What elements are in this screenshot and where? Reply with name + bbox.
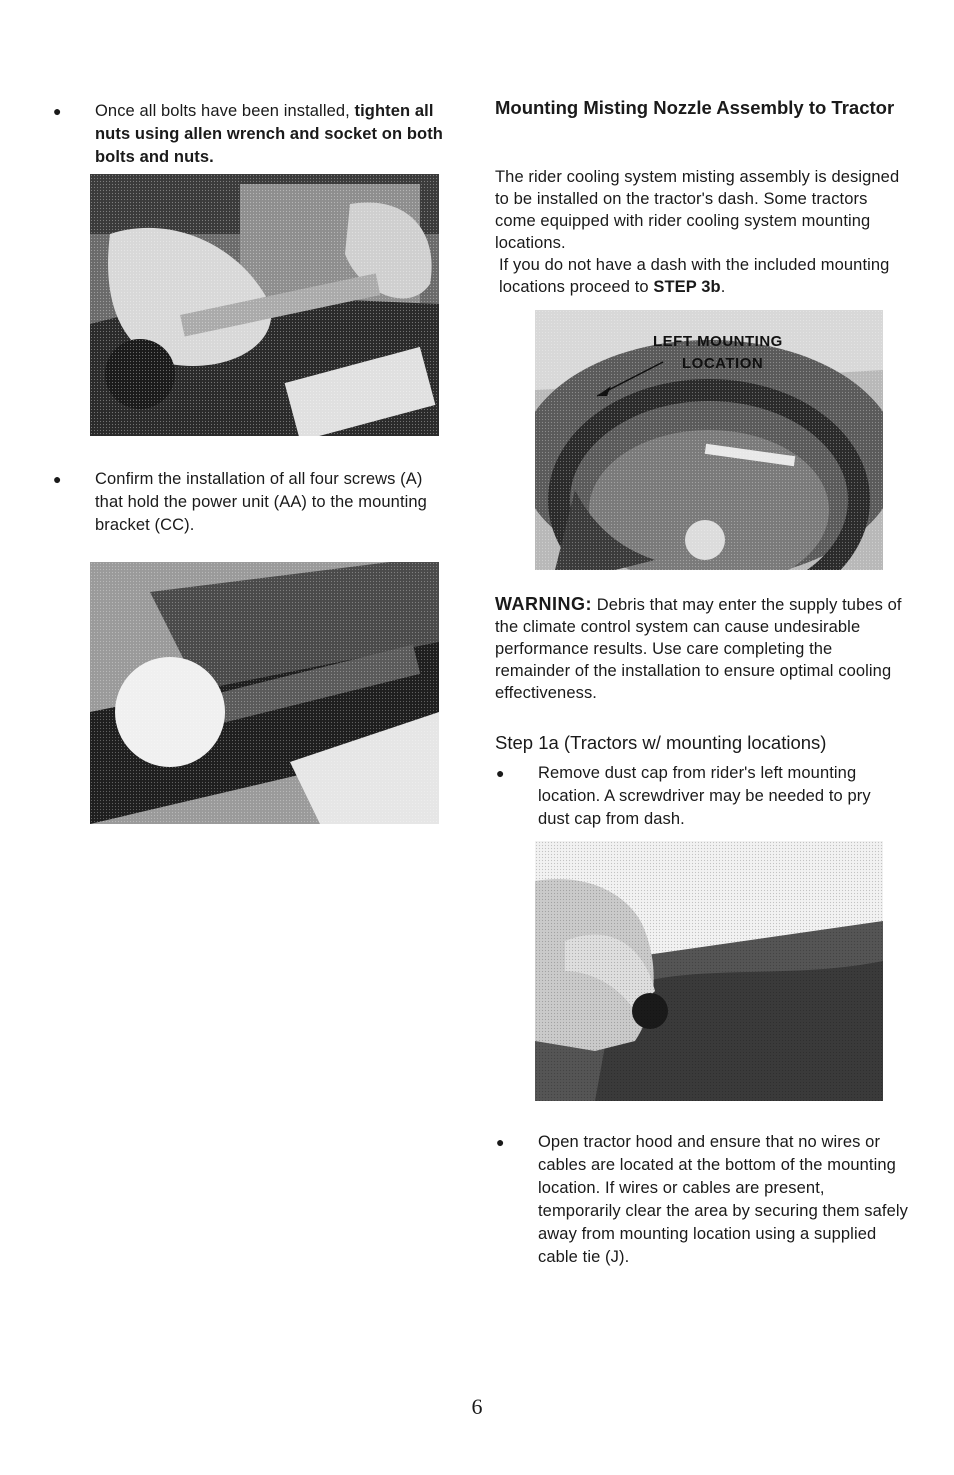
- warning-text: Debris that may enter the supply tubes of the climate control system can cause undesirable performance results. Use care completing the remainder of the installation to ensure optimal cooling effectiveness.: [495, 596, 902, 702]
- warning-label: WARNING:: [495, 594, 592, 614]
- photo-tightening-nuts: [90, 174, 439, 436]
- bullet-tighten-nuts: [53, 100, 465, 169]
- bullet-text-bold: tighten all nuts using allen wrench and socket on both bolts and nuts.: [95, 102, 443, 166]
- bullet-dot: ●: [53, 103, 62, 119]
- bullet-text: Confirm the installation of all four screws (A) that hold the power unit (AA) to the mounting bracket (CC).: [95, 470, 427, 534]
- section-heading: Mounting Misting Nozzle Assembly to Tractor: [495, 97, 895, 118]
- bullet-remove-dust-cap: [496, 762, 883, 831]
- bullet-open-hood: [496, 1131, 908, 1269]
- photo-left-mounting-location: [535, 310, 883, 570]
- intro-paragraph: [495, 166, 910, 298]
- bullet-dot: ●: [53, 471, 62, 487]
- photo-remove-dust-cap: [535, 841, 883, 1101]
- page-number: 6: [471, 1394, 483, 1419]
- photo-callout-line1: LEFT MOUNTING: [653, 333, 783, 350]
- intro-text: The rider cooling system misting assembly is designed to be installed on the tractor's dash. Some tractors come equipped with rider cooling system mounting locations.: [495, 168, 900, 252]
- intro-text-2: [495, 254, 910, 298]
- bullet-dot: ●: [496, 1134, 505, 1150]
- step-3b-reference: STEP 3b: [653, 278, 721, 296]
- intro-text-2-normal: If you do not have a dash with the included mounting locations proceed to: [499, 256, 890, 296]
- photo-callout-line2: LOCATION: [682, 355, 764, 372]
- warning-block: [495, 593, 910, 704]
- bullet-confirm-screws: [53, 468, 455, 537]
- intro-text-2-end: .: [720, 278, 726, 296]
- bullet-text: Open tractor hood and ensure that no wires or cables are located at the bottom of the mounting location. If wires or cables are present, temporarily clear the area by securing them safely away from mounting location using a supplied cable tie (J).: [538, 1133, 908, 1266]
- bullet-text: Once all bolts have been installed,: [95, 102, 355, 120]
- bullet-dot: ●: [496, 765, 505, 781]
- step-1a-heading: Step 1a (Tractors w/ mounting locations): [495, 732, 827, 753]
- bullet-text: Remove dust cap from rider's left mounting location. A screwdriver may be needed to pry dust cap from dash.: [538, 764, 871, 828]
- photo-power-unit-screws: [90, 562, 439, 824]
